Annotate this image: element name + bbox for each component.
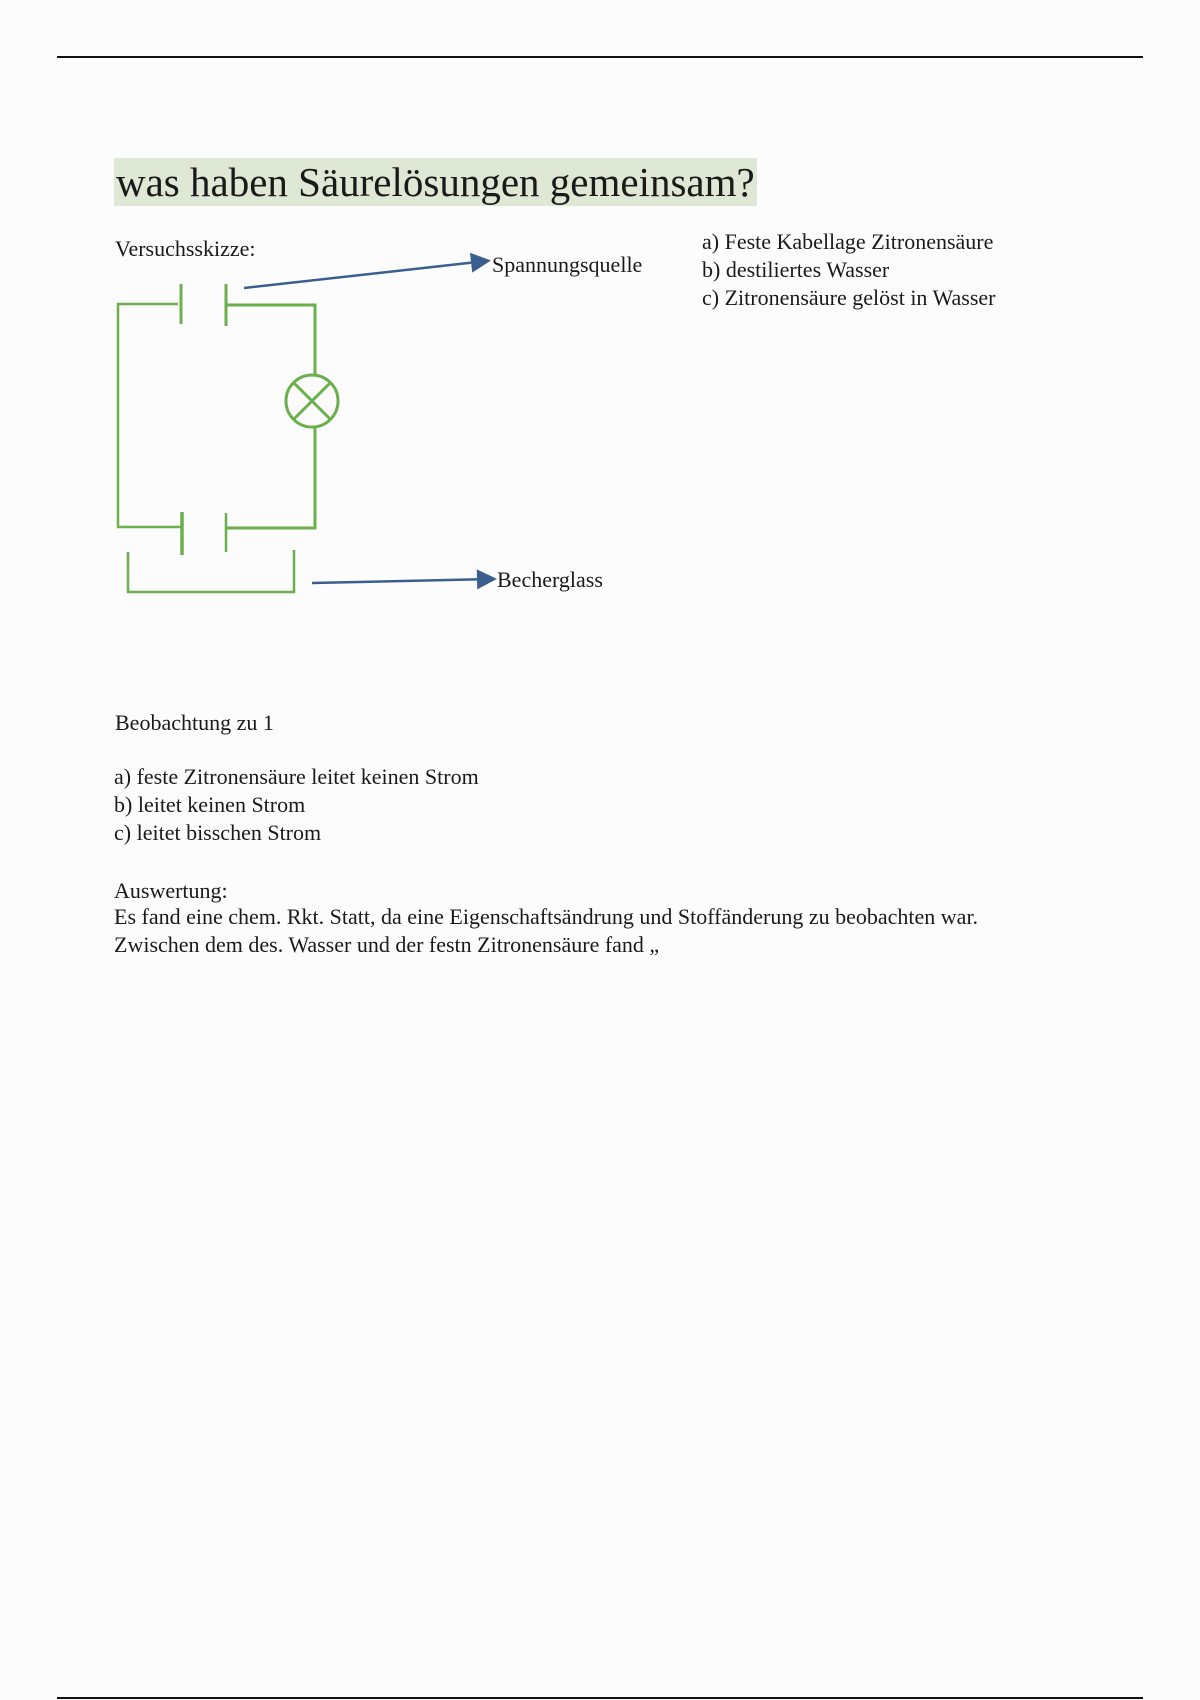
header-rule [57, 56, 1143, 58]
variant-item: a) Feste Kabellage Zitronensäure [702, 229, 994, 254]
beaker-label: Becherglass [497, 567, 603, 592]
lamp-cross-1 [294, 383, 330, 419]
lamp-icon [286, 375, 338, 427]
wire-top-left [118, 304, 182, 527]
observation-heading: Beobachtung zu 1 [115, 710, 274, 735]
voltage-source-label: Spannungsquelle [492, 252, 643, 277]
footer-rule [57, 1697, 1143, 1699]
evaluation-line: Es fand eine chem. Rkt. Statt, da eine Eigenschaftsändrung und Stoffänderung zu beobachten war. [114, 904, 979, 929]
wire-right [226, 427, 315, 528]
evaluation-line: Zwischen dem des. Wasser und der festn Zitronensäure fand „ [114, 932, 660, 957]
sketch-label: Versuchsskizze: [115, 236, 256, 261]
variant-item: c) Zitronensäure gelöst in Wasser [702, 285, 996, 310]
wire-top-right [226, 305, 315, 376]
evaluation-text [114, 903, 1114, 959]
beaker-icon [128, 550, 294, 592]
beaker-arrow [312, 579, 492, 583]
observation-item: c) leitet bisschen Strom [114, 820, 322, 845]
observation-item: a) feste Zitronensäure leitet keinen Strom [114, 764, 479, 789]
circuit-wires [118, 284, 338, 592]
voltage-source-arrow [244, 261, 486, 288]
variants-list [702, 228, 996, 312]
observation-item: b) leitet keinen Strom [114, 792, 306, 817]
lamp-cross-2 [294, 383, 330, 419]
observation-list [114, 763, 479, 847]
variant-item: b) destiliertes Wasser [702, 257, 890, 282]
page-title: was haben Säurelösungen gemeinsam? [116, 159, 755, 205]
evaluation-heading: Auswertung: [114, 878, 228, 903]
